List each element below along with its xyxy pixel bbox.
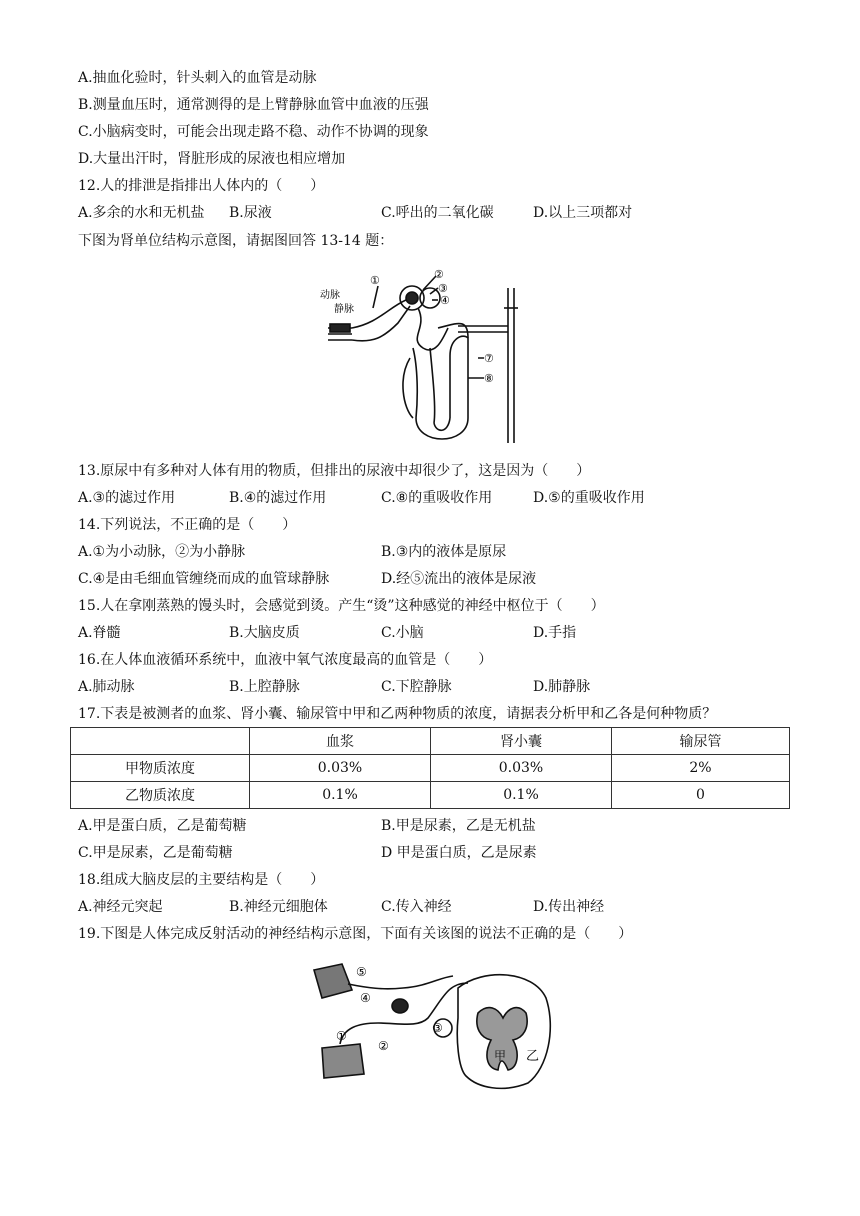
nephron-diagram <box>318 268 538 450</box>
q14-option-d: D.经⑤流出的液体是尿液 <box>381 571 537 587</box>
q16-option-b: B.上腔静脉 <box>229 679 300 695</box>
q15-option-a: A.脊髓 <box>78 625 121 641</box>
table-cell: 0.1% <box>250 782 431 809</box>
q11-option-c: C.小脑病变时，可能会出现走路不稳、动作不协调的现象 <box>78 124 429 140</box>
q11-option-d: D.大量出汗时，肾脏形成的尿液也相应增加 <box>78 151 346 167</box>
q13-option-c: C.⑧的重吸收作用 <box>381 490 493 506</box>
q16-option-a: A.肺动脉 <box>78 679 135 695</box>
q18-option-d: D.传出神经 <box>533 899 605 915</box>
q17-option-c: C.甲是尿素，乙是葡萄糖 <box>78 845 233 861</box>
table-cell: 0.1% <box>431 782 612 809</box>
q15-option-d: D.手指 <box>533 625 577 641</box>
q17-option-a: A.甲是蛋白质，乙是葡萄糖 <box>78 818 247 834</box>
q12-option-b: B.尿液 <box>229 205 272 221</box>
label-7: ⑦ <box>484 352 494 365</box>
q18-option-b: B.神经元细胞体 <box>229 899 328 915</box>
q15-option-c: C.小脑 <box>381 625 424 641</box>
table-row <box>71 782 790 809</box>
q17-stem: 17.下表是被测者的血浆、肾小囊、输尿管中甲和乙两种物质的浓度，请据表分析甲和乙各是何种物质？ <box>78 706 717 722</box>
table-header-row <box>71 728 790 755</box>
table-header-cell <box>71 728 250 755</box>
q18-option-a: A.神经元突起 <box>78 899 163 915</box>
q17-option-b: B.甲是尿素，乙是无机盐 <box>381 818 536 834</box>
label-artery: 动脉 <box>320 290 340 301</box>
q14-option-c: C.④是由毛细血管缠绕而成的血管球静脉 <box>78 571 330 587</box>
q13-option-d: D.⑤的重吸收作用 <box>533 490 645 506</box>
table-header-cell: 肾小囊 <box>431 728 612 755</box>
label-vein: 静脉 <box>334 304 354 315</box>
q18-stem: 18.组成大脑皮层的主要结构是（ ） <box>78 872 325 888</box>
reflex-arc-diagram <box>308 958 558 1098</box>
q13-option-a: A.③的滤过作用 <box>78 490 176 506</box>
label-1: ① <box>336 1029 347 1043</box>
q15-option-b: B.大脑皮质 <box>229 625 300 641</box>
table-cell: 乙物质浓度 <box>71 782 250 809</box>
table-header-cell: 输尿管 <box>612 728 790 755</box>
q14-option-b: B.③内的液体是原尿 <box>381 544 507 560</box>
label-4: ④ <box>440 294 450 307</box>
table-cell: 0.03% <box>250 755 431 782</box>
q11-option-a: A.抽血化验时，针头刺入的血管是动脉 <box>78 70 317 86</box>
q17-option-d: D 甲是蛋白质，乙是尿素 <box>381 845 537 861</box>
q16-stem: 16.在人体血液循环系统中，血液中氧气浓度最高的血管是（ ） <box>78 652 493 668</box>
q19-stem: 19.下图是人体完成反射活动的神经结构示意图，下面有关该图的说法不正确的是（ ） <box>78 926 633 942</box>
q12-option-c: C.呼出的二氧化碳 <box>381 205 494 221</box>
table-cell: 2% <box>612 755 790 782</box>
q14-option-a: A.①为小动脉，②为小静脉 <box>78 544 246 560</box>
q16-option-d: D.肺静脉 <box>533 679 591 695</box>
label-jia: 甲 <box>494 1049 507 1063</box>
label-5: ⑤ <box>356 965 367 979</box>
label-3: ③ <box>432 1021 443 1035</box>
label-8: ⑧ <box>484 372 494 385</box>
table-cell: 0 <box>612 782 790 809</box>
label-2: ② <box>434 268 444 281</box>
intro-13-14: 下图为肾单位结构示意图，请据图回答 13-14 题： <box>78 233 394 249</box>
q16-option-c: C.下腔静脉 <box>381 679 452 695</box>
q13-stem: 13.原尿中有多种对人体有用的物质，但排出的尿液中却很少了，这是因为（ ） <box>78 463 591 479</box>
table-cell: 0.03% <box>431 755 612 782</box>
table-cell: 甲物质浓度 <box>71 755 250 782</box>
table-header-cell: 血浆 <box>250 728 431 755</box>
concentration-table <box>70 727 790 809</box>
label-2: ② <box>378 1039 389 1053</box>
q15-stem: 15.人在拿刚蒸熟的馒头时，会感觉到烫。产生“烫”这种感觉的神经中枢位于（ ） <box>78 598 605 614</box>
label-1: ① <box>370 274 380 287</box>
label-4: ④ <box>360 991 371 1005</box>
q13-option-b: B.④的滤过作用 <box>229 490 327 506</box>
q12-stem: 12.人的排泄是指排出人体内的（ ） <box>78 178 325 194</box>
q11-option-b: B.测量血压时，通常测得的是上臂静脉血管中血液的压强 <box>78 97 429 113</box>
q18-option-c: C.传入神经 <box>381 899 452 915</box>
label-3: ③ <box>438 282 448 295</box>
table-row <box>71 755 790 782</box>
q14-stem: 14.下列说法，不正确的是（ ） <box>78 517 297 533</box>
q12-option-d: D.以上三项都对 <box>533 205 633 221</box>
label-yi: 乙 <box>526 1049 540 1064</box>
q12-option-a: A.多余的水和无机盐 <box>78 205 205 221</box>
